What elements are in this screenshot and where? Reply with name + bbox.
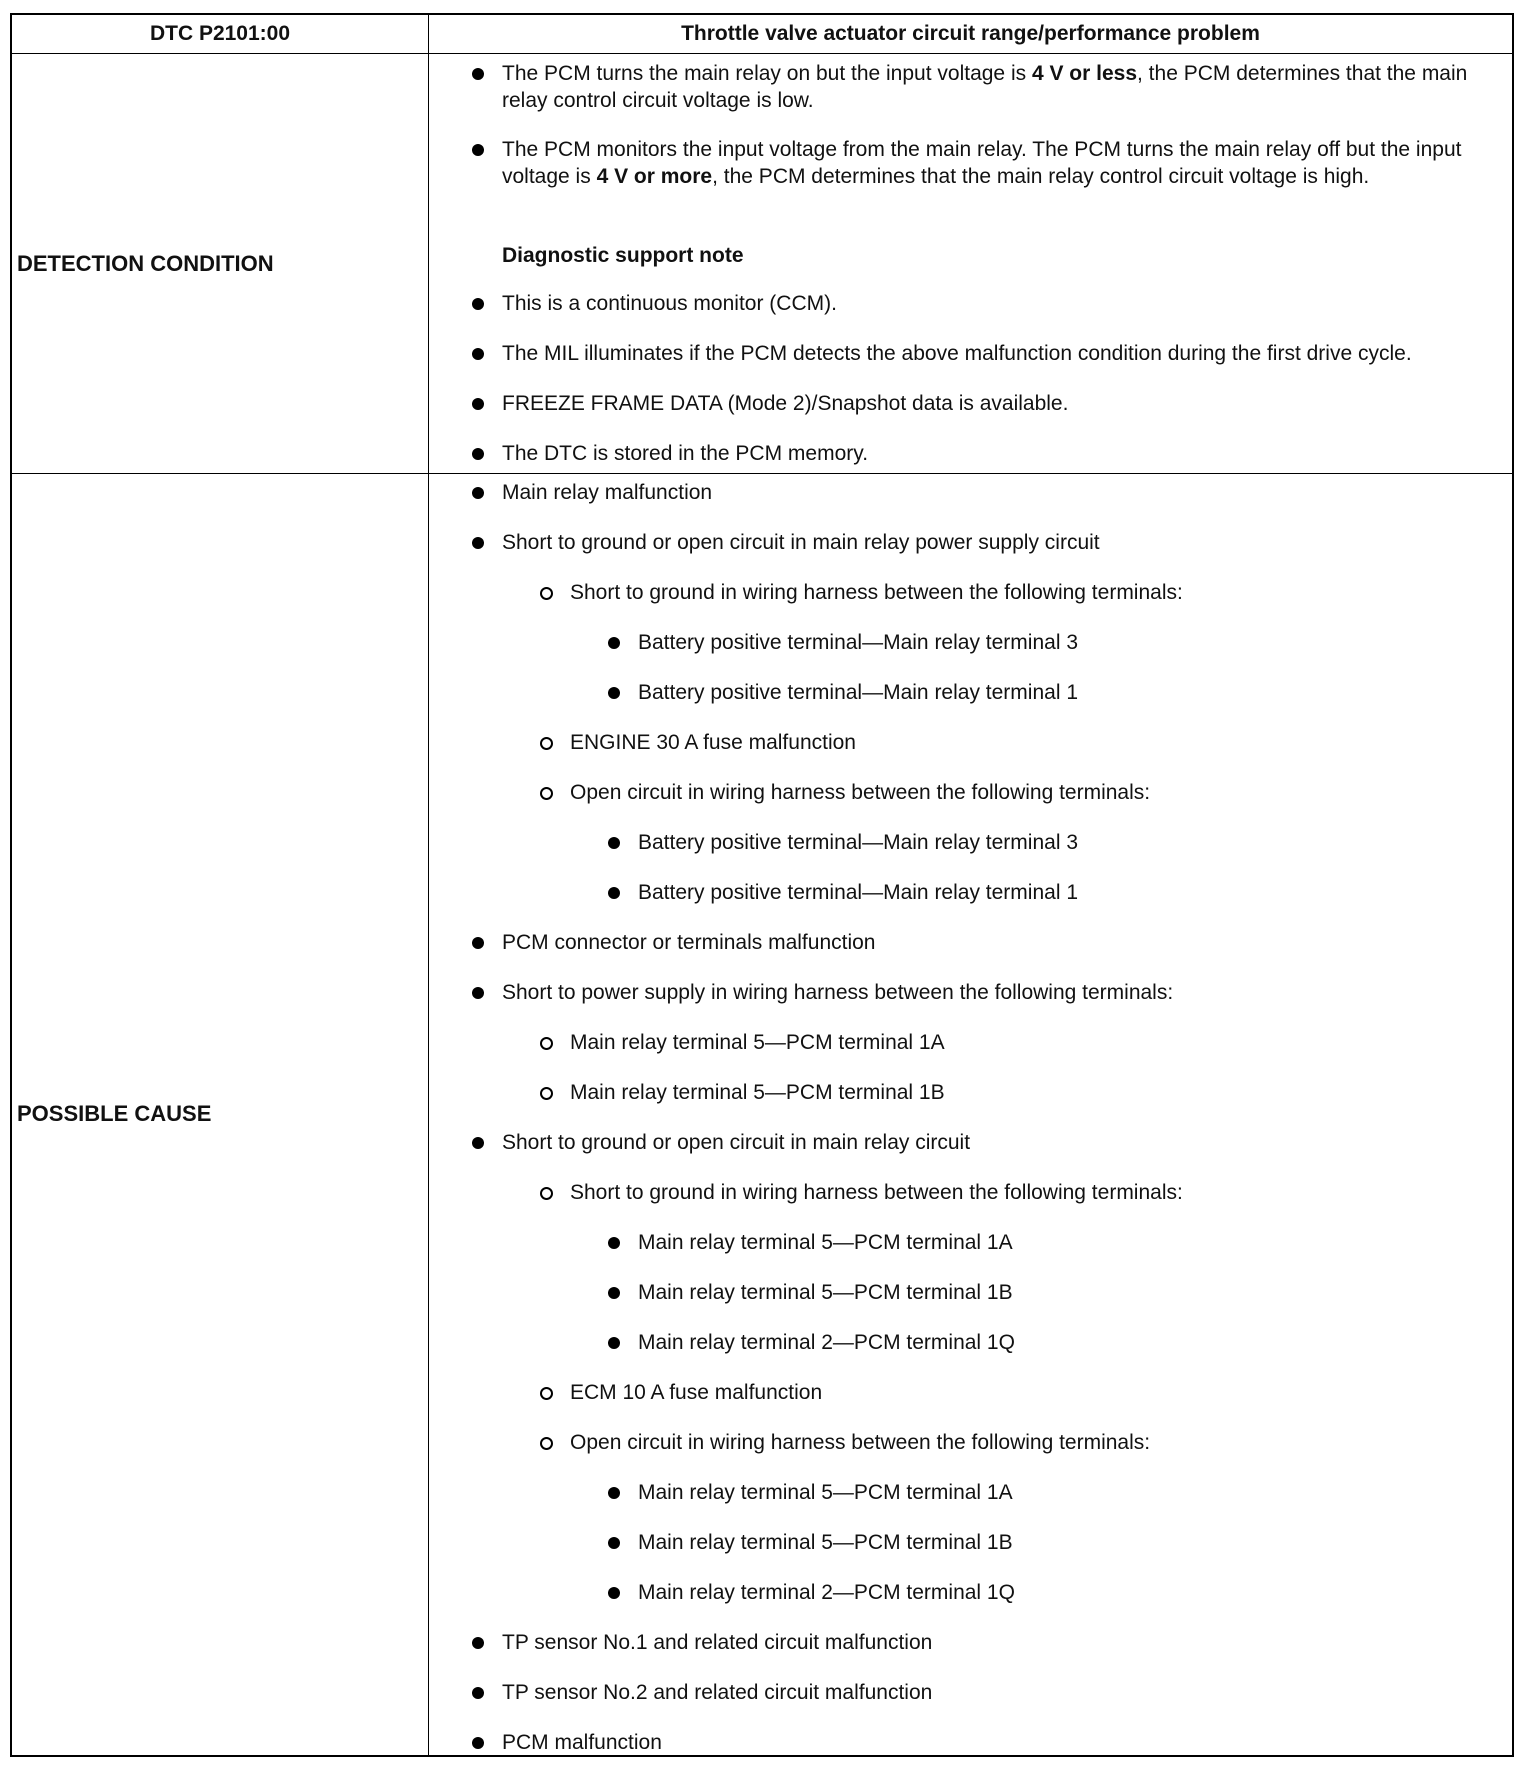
bullet-icon [608,1287,620,1299]
bullet-icon [472,487,484,499]
cause-terminal-item: Battery positive terminal—Main relay terminal 1 [638,881,1078,904]
cause-subitem: Open circuit in wiring harness between the following terminals: [570,1431,1151,1454]
bullet-icon [472,987,484,999]
sub-bullet-icon [540,737,553,750]
support-note: The DTC is stored in the PCM memory. [502,442,869,465]
row-divider [10,473,1514,474]
dtc-code-header: DTC P2101:00 [149,22,291,45]
bullet-icon [472,68,484,80]
bullet-icon [472,1637,484,1649]
sub-bullet-icon [540,1387,553,1400]
cause-terminal-item: Main relay terminal 2—PCM terminal 1Q [638,1331,1015,1354]
support-note: The MIL illuminates if the PCM detects the above malfunction condition during the first drive cycle. [502,342,1412,365]
cause-terminal-item: Main relay terminal 2—PCM terminal 1Q [638,1581,1015,1604]
bullet-icon [608,1237,620,1249]
cause-item: PCM connector or terminals malfunction [502,931,876,954]
diagnostic-support-note-heading: Diagnostic support note [502,244,744,267]
cause-terminal-item: Battery positive terminal—Main relay terminal 3 [638,831,1078,854]
cause-terminal-item: Battery positive terminal—Main relay terminal 1 [638,681,1078,704]
cause-subitem: ECM 10 A fuse malfunction [570,1381,823,1404]
cause-subitem: Main relay terminal 5—PCM terminal 1A [570,1031,945,1054]
bullet-icon [472,144,484,156]
sub-bullet-icon [540,1037,553,1050]
cause-item: Short to ground or open circuit in main relay circuit [502,1131,971,1154]
detection-item-1: The PCM turns the main relay on but the input voltage is 4 V or less, the PCM determines that the main relay control circuit voltage is low. [502,62,1468,112]
bullet-icon [472,448,484,460]
cause-subitem: Short to ground in wiring harness between the following terminals: [570,581,1183,604]
cause-item: TP sensor No.2 and related circuit malfunction [502,1681,933,1704]
support-note: FREEZE FRAME DATA (Mode 2)/Snapshot data is available. [502,392,1069,415]
bullet-icon [608,637,620,649]
sub-bullet-icon [540,1087,553,1100]
bullet-icon [608,837,620,849]
sub-bullet-icon [540,787,553,800]
cause-terminal-item: Main relay terminal 5—PCM terminal 1B [638,1531,1013,1554]
cause-subitem: Main relay terminal 5—PCM terminal 1B [570,1081,945,1104]
header-divider [10,53,1514,54]
sub-bullet-icon [540,1187,553,1200]
bullet-icon [472,398,484,410]
cause-item: Main relay malfunction [502,481,713,504]
bullet-icon [472,1687,484,1699]
bullet-icon [608,1337,620,1349]
cause-terminal-item: Main relay terminal 5—PCM terminal 1A [638,1481,1013,1504]
bullet-icon [608,1587,620,1599]
cause-terminal-item: Main relay terminal 5—PCM terminal 1B [638,1281,1013,1304]
possible-cause-label: POSSIBLE CAUSE [17,1101,212,1126]
cause-subitem: Open circuit in wiring harness between the following terminals: [570,781,1151,804]
bullet-icon [472,298,484,310]
detection-condition-label: DETECTION CONDITION [17,251,274,276]
support-note: This is a continuous monitor (CCM). [502,292,837,315]
dtc-title-header: Throttle valve actuator circuit range/performance problem [681,22,1260,45]
cause-subitem: Short to ground in wiring harness between the following terminals: [570,1181,1183,1204]
cause-item: Short to power supply in wiring harness between the following terminals: [502,981,1174,1004]
bullet-icon [472,937,484,949]
cause-terminal-item: Battery positive terminal—Main relay terminal 3 [638,631,1078,654]
bullet-icon [472,348,484,360]
bullet-icon [472,1737,484,1749]
bullet-icon [608,687,620,699]
sub-bullet-icon [540,1437,553,1450]
bullet-icon [472,1137,484,1149]
cause-item: PCM malfunction [502,1731,662,1754]
cause-subitem: ENGINE 30 A fuse malfunction [570,731,856,754]
cause-item: TP sensor No.1 and related circuit malfunction [502,1631,933,1654]
cause-item: Short to ground or open circuit in main relay power supply circuit [502,531,1100,554]
bullet-icon [608,1537,620,1549]
bullet-icon [608,887,620,899]
column-divider [428,13,429,1757]
sub-bullet-icon [540,587,553,600]
bullet-icon [608,1487,620,1499]
bullet-icon [472,537,484,549]
detection-item-2: The PCM monitors the input voltage from the main relay. The PCM turns the main relay off but the input voltage is 4 V or more, the PCM determines that the main relay control circuit voltage is high. [502,138,1462,188]
cause-terminal-item: Main relay terminal 5—PCM terminal 1A [638,1231,1013,1254]
